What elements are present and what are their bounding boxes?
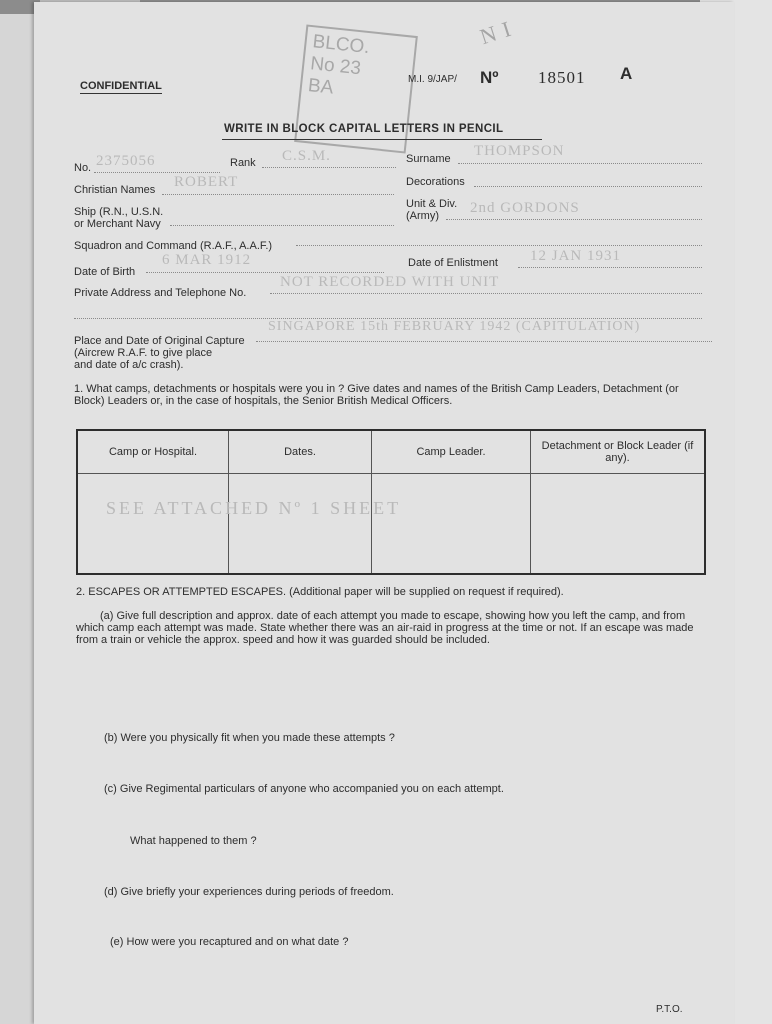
confidential-label: CONFIDENTIAL — [80, 80, 162, 92]
question-2d: (d) Give briefly your experiences during periods of freedom. — [104, 886, 394, 898]
ship-line — [170, 225, 394, 226]
christian-names-label: Christian Names — [74, 184, 156, 196]
address-label: Private Address and Telephone No. — [74, 287, 247, 299]
pencil-instruction: WRITE IN BLOCK CAPITAL LETTERS IN PENCIL — [224, 123, 504, 135]
rank-line — [262, 167, 396, 168]
dob-value: 6 MAR 1912 — [162, 252, 252, 268]
surname-line — [458, 163, 702, 164]
col-dates: Dates. — [229, 430, 372, 474]
unit-label-1: Unit & Div. — [406, 198, 458, 210]
cell-detachment — [531, 474, 706, 575]
camps-table-header — [77, 430, 705, 474]
question-2e: (e) How were you recaptured and on what date ? — [110, 936, 349, 948]
please-turn-over: P.T.O. — [656, 1004, 683, 1015]
surname-label: Surname — [406, 153, 451, 165]
stamp-line-2: No 23 — [309, 53, 362, 80]
reference-code: M.I. 9/JAP/ — [408, 74, 457, 85]
cell-dates — [229, 474, 372, 575]
capture-label-2: (Aircrew R.A.F. to give place — [74, 347, 213, 359]
question-2c: (c) Give Regimental particulars of anyone who accompanied you on each attempt. — [104, 783, 504, 795]
question-2c-followup: What happened to them ? — [130, 835, 257, 847]
address-value: NOT RECORDED WITH UNIT — [280, 274, 500, 290]
capture-value: SINGAPORE 15th FEBRUARY 1942 (CAPITULATION) — [268, 319, 641, 334]
form-number: 18501 — [538, 68, 586, 87]
decorations-line — [474, 186, 702, 187]
unit-label-2: (Army) — [406, 210, 439, 222]
title-underline — [222, 139, 542, 140]
capture-label-1: Place and Date of Original Capture — [74, 335, 245, 347]
christian-names-line — [162, 194, 394, 195]
form-suffix: A — [620, 64, 633, 83]
dob-line — [146, 272, 384, 273]
squadron-label: Squadron and Command (R.A.F., A.A.F.) — [74, 240, 273, 252]
squadron-line — [296, 245, 702, 246]
question-2a: (a) Give full description and approx. date of each attempt you made to escape, showing how you left the camp, and from which camp each attempt was made. State whether there was an air-raid in progress at the time or not. If an escape was made from a train or vehicle the approx. speed and how it was guarded should be included. — [76, 610, 694, 646]
service-no-value: 2375056 — [96, 153, 156, 169]
service-no-label: No. — [74, 162, 92, 174]
service-no-line — [94, 172, 220, 173]
col-camp-leader: Camp Leader. — [372, 430, 531, 474]
question-1: 1. What camps, detachments or hospitals were you in ? Give dates and names of the British Camp Leaders, Detachment (or Block) Leaders or, in the case of hospitals, the Senior British Medical Officers. — [74, 383, 679, 407]
ship-label-2: or Merchant Navy — [74, 218, 161, 230]
stamp-line-1: BLCO. — [311, 31, 371, 59]
unit-value: 2nd GORDONS — [470, 200, 580, 216]
dob-label: Date of Birth — [74, 266, 136, 278]
number-label: Nº — [480, 68, 499, 87]
ship-label-1: Ship (R.N., U.S.N. — [74, 206, 164, 218]
unit-line — [446, 219, 702, 220]
col-detachment-leader: Detachment or Block Leader (if any). — [531, 430, 706, 474]
col-camp-or-hospital: Camp or Hospital. — [77, 430, 229, 474]
cell-leader — [372, 474, 531, 575]
enlistment-value: 12 JAN 1931 — [530, 248, 622, 264]
rank-value: C.S.M. — [282, 148, 331, 164]
stamp-line-3: BA — [307, 75, 335, 99]
capture-line — [256, 341, 712, 342]
rank-label: Rank — [230, 157, 256, 169]
form-page — [34, 2, 734, 1024]
christian-names-value: ROBERT — [174, 174, 239, 190]
camps-table-row — [77, 474, 705, 575]
question-2-heading: 2. ESCAPES OR ATTEMPTED ESCAPES. (Additional paper will be supplied on request if required). — [76, 586, 564, 598]
corner-note: N I — [476, 15, 515, 50]
question-2b: (b) Were you physically fit when you made these attempts ? — [104, 732, 395, 744]
camps-entry: SEE ATTACHED Nº 1 SHEET — [106, 498, 402, 518]
enlistment-label: Date of Enlistment — [408, 257, 498, 269]
cell-camp — [77, 474, 229, 575]
decorations-label: Decorations — [406, 176, 465, 188]
address-line — [270, 293, 702, 294]
capture-label-3: and date of a/c crash). — [74, 359, 184, 371]
surname-value: THOMPSON — [474, 143, 565, 159]
enlistment-line — [518, 267, 702, 268]
